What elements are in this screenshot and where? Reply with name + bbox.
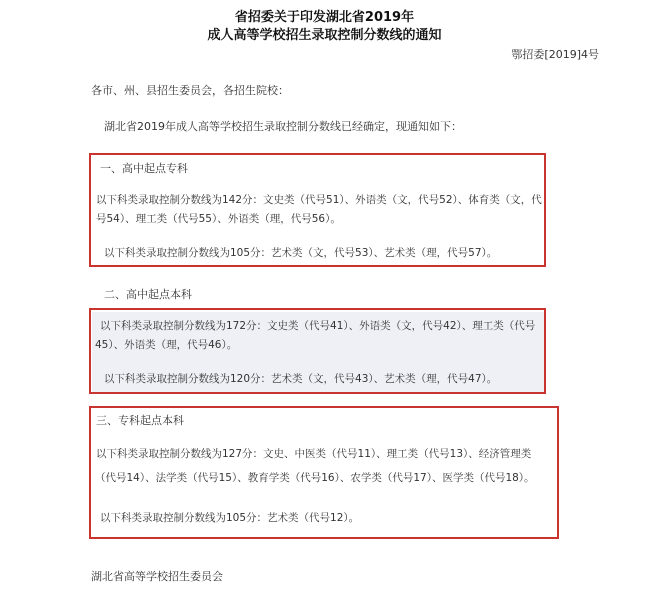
section-3-para1-line2: （代号14）、法学类（代号15）、教育学类（代号16）、农学类（代号17）、医学类（代号18）。 xyxy=(95,472,535,484)
section-2-para1-line2: 45）、外语类（理，代号46）。 xyxy=(95,339,238,351)
notice-title-line2: 成人高等学校招生录取控制分数线的通知 xyxy=(207,28,442,43)
section-3-para2: 以下科类录取控制分数线为105分：艺术类（代号12）。 xyxy=(100,512,360,524)
notice-title-line1: 省招委关于印发湖北省2019年 xyxy=(234,10,415,25)
section-1-para2: 以下科类录取控制分数线为105分：艺术类（文，代号53）、艺术类（理，代号57）。 xyxy=(104,247,498,259)
salutation: 各市、州、县招生委员会，各招生院校： xyxy=(91,84,289,97)
section-2-para1-line1: 以下科类录取控制分数线为172分：文史类（代号41）、外语类（文，代号42）、理工类（代号 xyxy=(100,320,536,332)
section-1-para1-line2: 号54）、理工类（代号55）、外语类（理，代号56）。 xyxy=(96,213,341,225)
signature: 湖北省高等学校招生委员会 xyxy=(91,570,223,583)
document-number: 鄂招委[2019]4号 xyxy=(511,48,599,61)
section-2-para2: 以下科类录取控制分数线为120分：艺术类（文，代号43）、艺术类（理，代号47）。 xyxy=(104,373,498,385)
section-3-heading: 三、专科起点本科 xyxy=(96,414,184,427)
section-3-para1-line1: 以下科类录取控制分数线为127分：文史、中医类（代号11）、理工类（代号13）、经济管理类 xyxy=(96,448,532,460)
section-1-para1-line1: 以下科类录取控制分数线为142分：文史类（代号51）、外语类（文，代号52）、体育类（文，代 xyxy=(96,194,542,206)
section-2-heading: 二、高中起点本科 xyxy=(104,288,192,301)
section-1-heading: 一、高中起点专科 xyxy=(100,162,188,175)
intro-paragraph: 湖北省2019年成人高等学校招生录取控制分数线已经确定，现通知如下： xyxy=(104,120,462,133)
